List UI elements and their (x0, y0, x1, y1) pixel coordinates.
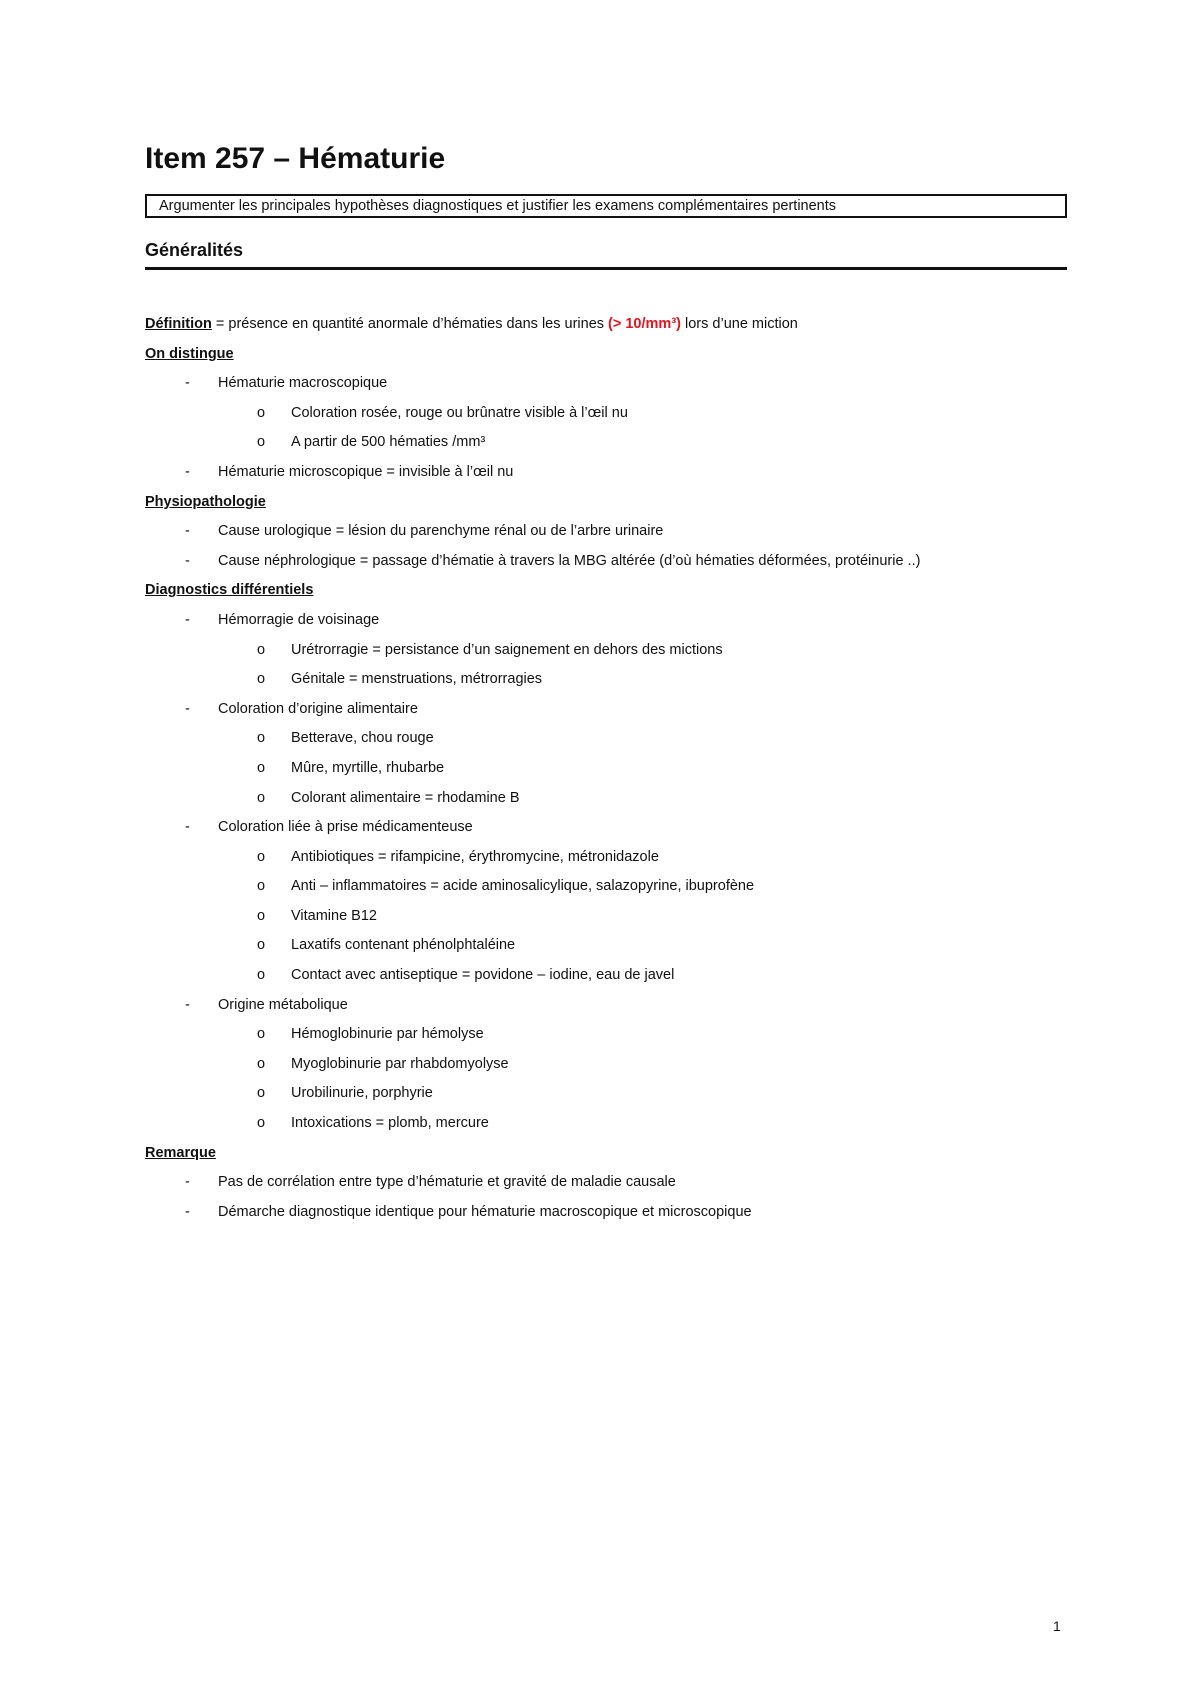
list-item: - Cause néphrologique = passage d’hématie à travers la MBG altérée (d’où hématies déformées, protéinurie ..) (145, 547, 1067, 577)
list-subitem: o Mûre, myrtille, rhubarbe (145, 754, 1067, 784)
definition-label: Définition (145, 316, 212, 332)
list-subitem: o Coloration rosée, rouge ou brûnatre visible à l’œil nu (145, 399, 1067, 429)
section-title-generalites: Généralités (145, 238, 1067, 270)
body-text (145, 310, 1067, 1227)
list-item: - Démarche diagnostique identique pour hématurie macroscopique et microscopique (145, 1198, 1067, 1228)
definition-line (145, 310, 1067, 340)
page-number: 1 (1053, 1618, 1061, 1634)
list-item: - Origine métabolique (145, 991, 1067, 1021)
list-subitem: o Urobilinurie, porphyrie (145, 1079, 1067, 1109)
definition-text: = présence en quantité anormale d’hématies dans les urines (211, 316, 609, 332)
list-item: - Coloration liée à prise médicamenteuse (145, 813, 1067, 843)
list-item: - Cause urologique = lésion du parenchyme rénal ou de l’arbre urinaire (145, 517, 1067, 547)
list-item: - Hémorragie de voisinage (145, 606, 1067, 636)
list-subitem: o Antibiotiques = rifampicine, érythromycine, métronidazole (145, 843, 1067, 873)
list-item: - Hématurie microscopique = invisible à l’œil nu (145, 458, 1067, 488)
list-item: - Pas de corrélation entre type d’hématurie et gravité de maladie causale (145, 1168, 1067, 1198)
list-item: - Hématurie macroscopique (145, 369, 1067, 399)
list-subitem: o Génitale = menstruations, métrorragies (145, 665, 1067, 695)
list-subitem: o Intoxications = plomb, mercure (145, 1109, 1067, 1139)
objective-box: Argumenter les principales hypothèses diagnostiques et justifier les examens complémentaires pertinents (145, 194, 1067, 218)
definition-threshold: (> 10/mm³) (608, 316, 681, 332)
heading-physiopathologie: Physiopathologie (145, 493, 266, 510)
list-subitem: o Contact avec antiseptique = povidone – iodine, eau de javel (145, 961, 1067, 991)
definition-text-end: lors d’une miction (680, 316, 798, 332)
list-subitem: o Vitamine B12 (145, 902, 1067, 932)
heading-on-distingue: On distingue (145, 345, 234, 362)
list-subitem: o Colorant alimentaire = rhodamine B (145, 784, 1067, 814)
page-content (145, 140, 1067, 1227)
page-title: Item 257 – Hématurie (145, 142, 446, 175)
list-subitem: o Laxatifs contenant phénolphtaléine (145, 931, 1067, 961)
list-subitem: o A partir de 500 hématies /mm³ (145, 428, 1067, 458)
list-subitem: o Hémoglobinurie par hémolyse (145, 1020, 1067, 1050)
heading-diagnostics: Diagnostics différentiels (145, 582, 314, 599)
list-subitem: o Anti – inflammatoires = acide aminosalicylique, salazopyrine, ibuprofène (145, 872, 1067, 902)
list-item: - Coloration d’origine alimentaire (145, 695, 1067, 725)
list-subitem: o Urétrorragie = persistance d’un saignement en dehors des mictions (145, 636, 1067, 666)
list-subitem: o Myoglobinurie par rhabdomyolyse (145, 1050, 1067, 1080)
heading-remarque: Remarque (145, 1144, 216, 1161)
list-subitem: o Betterave, chou rouge (145, 724, 1067, 754)
